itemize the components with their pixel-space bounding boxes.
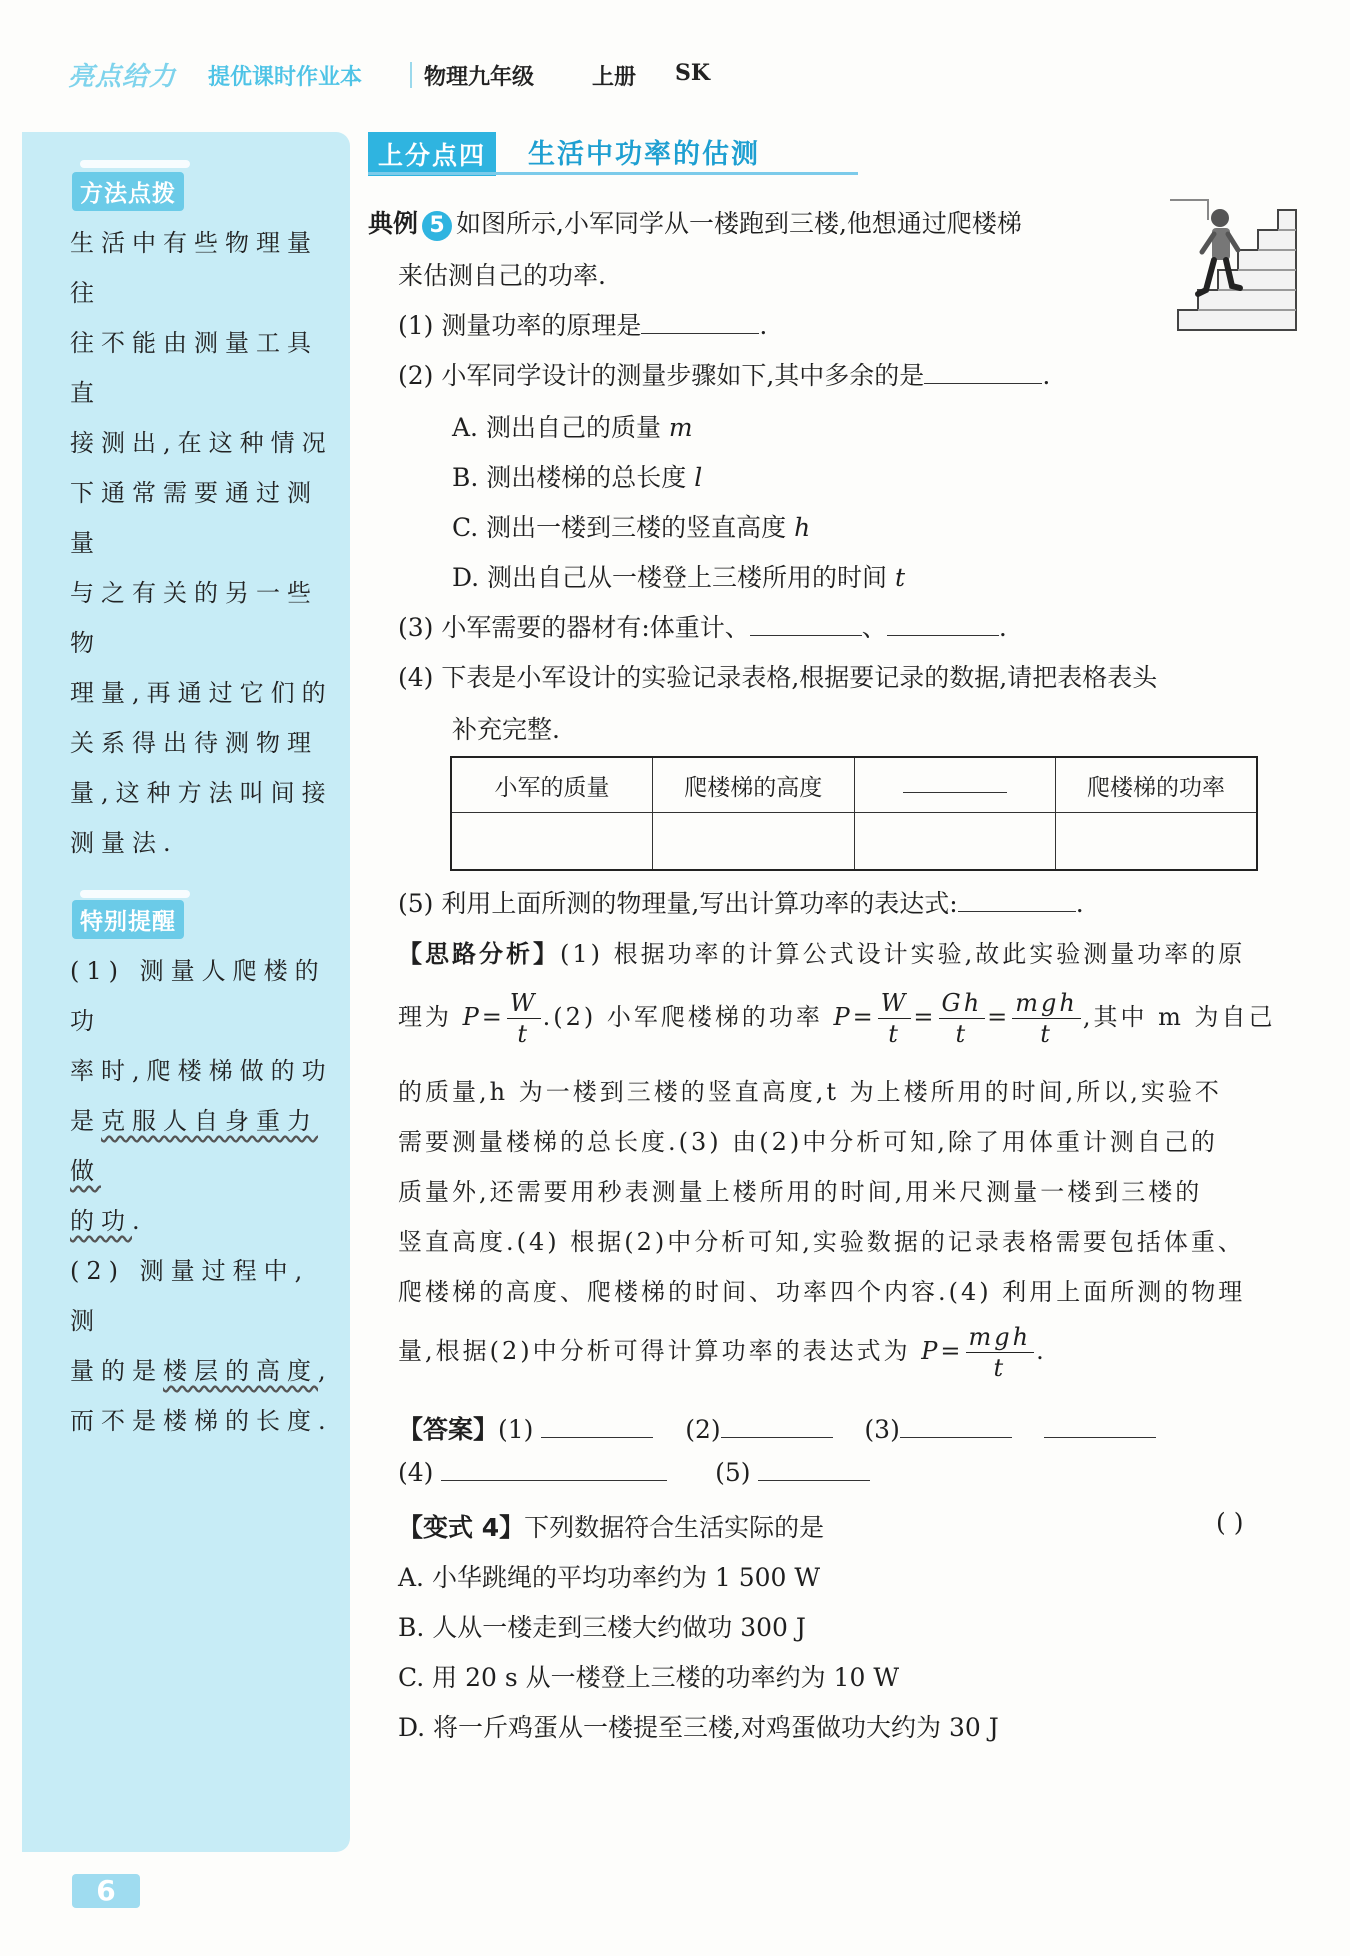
answer-blank[interactable] [924, 361, 1042, 384]
table-header-row [451, 757, 1257, 813]
method-line: 测量法. [70, 829, 178, 857]
analysis-line-3: 的质量,h 为一楼到三楼的竖直高度,t 为上楼所用的时间,所以,实验不 [398, 1078, 1222, 1106]
fraction-gh-t: $\frac{Gh}{t}$ [939, 988, 986, 1049]
header-divider [410, 62, 412, 88]
variant-option-a: A. 小华跳绳的平均功率约为 1 500 W [398, 1563, 821, 1592]
answer-blank[interactable] [900, 1415, 1012, 1438]
method-tag: 方法点拨 [72, 172, 184, 211]
tag-decoration [80, 160, 190, 168]
answer-blank[interactable] [758, 1458, 870, 1481]
remind-line: (2) 测量过程中,测 [70, 1257, 310, 1335]
table-row [451, 813, 1257, 871]
analysis-line-6: 竖直高度.(4) 根据(2)中分析可知,实验数据的记录表格需要包括体重、 [398, 1228, 1245, 1256]
emphasis: 克服人自身重力做 [70, 1107, 318, 1185]
answer-blank[interactable] [958, 889, 1076, 912]
emphasis: 楼层的高度 [163, 1357, 318, 1385]
example-label: 典例 [368, 209, 419, 238]
answer-blank[interactable] [541, 1415, 653, 1438]
option-a: A. 测出自己的质量 m [452, 413, 693, 442]
method-text [70, 218, 340, 868]
method-line: 关系得出待测物理 [70, 729, 318, 757]
fraction-mgh-t: $\frac{\text{mgh}}{t}$ [1012, 988, 1081, 1049]
remind-text [70, 946, 340, 1446]
analysis-line-7: 爬楼梯的高度、爬楼梯的时间、功率四个内容.(4) 利用上面所测的物理 [398, 1278, 1246, 1306]
remind-tag: 特别提醒 [72, 900, 184, 939]
method-line: 生活中有些物理量往 [70, 229, 318, 307]
remind-line: 而不是楼梯的长度. [70, 1407, 333, 1435]
answer-line-1: 【答案】(1) (2) (3) [398, 1410, 1156, 1446]
answer-blank[interactable] [441, 1458, 667, 1481]
question-5: (5) 利用上面所测的物理量,写出计算功率的表达式: . [398, 889, 1084, 918]
tag-decoration [80, 890, 190, 898]
table-cell[interactable] [653, 813, 855, 871]
example-number: 5 [422, 211, 452, 241]
option-c: C. 测出一楼到三楼的竖直高度 h [452, 513, 811, 542]
table-header-cell: 小军的质量 [451, 757, 653, 813]
answer-blank[interactable] [641, 311, 759, 334]
table-cell[interactable] [1056, 813, 1258, 871]
analysis-line-4: 需要测量楼梯的总长度.(3) 由(2)中分析可知,除了用体重计测自己的 [398, 1128, 1218, 1156]
table-header-blank[interactable] [854, 757, 1056, 813]
variant-option-b: B. 人从一楼走到三楼大约做功 300 J [398, 1613, 806, 1642]
example-stem-1: 典例 5 如图所示,小军同学从一楼跑到三楼,他想通过爬楼梯 [368, 204, 1022, 241]
answer-blank[interactable] [1044, 1415, 1156, 1438]
emphasis: 的功 [70, 1207, 132, 1235]
remind-line: 是克服人自身重力做 [70, 1107, 318, 1185]
variant-stem: 【变式 4】下列数据符合生活实际的是 [398, 1513, 825, 1542]
method-line: 理量,再通过它们的 [70, 679, 333, 707]
example-stem-2: 来估测自己的功率. [398, 261, 606, 290]
table-cell[interactable] [854, 813, 1056, 871]
question-2: (2) 小军同学设计的测量步骤如下,其中多余的是 . [398, 361, 1051, 390]
analysis-label: 【思路分析】 [398, 940, 560, 968]
method-line: 往不能由测量工具直 [70, 329, 318, 407]
analysis-line-1: 【思路分析】(1) 根据功率的计算公式设计实验,故此实验测量功率的原 [398, 940, 1246, 968]
analysis-line-8: 量,根据(2)中分析可得计算功率的表达式为 P= $\frac{\text{mgh}}{t}$ . [398, 1323, 1047, 1382]
remind-line: 的功. [70, 1207, 147, 1235]
analysis-line-5: 质量外,还需要用秒表测量上楼所用的时间,用米尺测量一楼到三楼的 [398, 1178, 1203, 1206]
table-header-cell: 爬楼梯的功率 [1056, 757, 1258, 813]
variant-label: 【变式 4】 [398, 1513, 525, 1542]
record-table [450, 756, 1258, 871]
option-d: D. 测出自己从一楼登上三楼所用的时间 t [452, 563, 906, 592]
section-underline [368, 172, 858, 175]
question-3: (3) 小军需要的器材有:体重计、 、 . [398, 613, 1007, 642]
remind-line: 率时,爬楼梯做的功 [70, 1057, 333, 1085]
series-title: 提优课时作业本 [208, 65, 363, 90]
method-line: 接测出,在这种情况 [70, 429, 333, 457]
question-4-line-1: (4) 下表是小军设计的实验记录表格,根据要记录的数据,请把表格表头 [398, 663, 1158, 692]
header-volume: 上册 [592, 64, 637, 90]
fraction-w-t: $\frac{W}{t}$ [878, 988, 912, 1049]
remind-line: 量的是楼层的高度, [70, 1357, 333, 1385]
fraction-mgh-t: $\frac{\text{mgh}}{t}$ [966, 1322, 1035, 1383]
section-badge: 上分点四 [368, 132, 496, 176]
fraction-w-t: $\frac{W}{t}$ [507, 988, 541, 1049]
answer-blank[interactable] [750, 613, 862, 636]
analysis-line-2: 理为 P= $\frac{W}{t}$ .(2) 小军爬楼梯的功率 P= $\frac{W}{t}$ = $\frac{Gh}{t}$ = $\frac{\text{mgh}}{t}$ ,其中 m 为自己 [398, 989, 1276, 1048]
method-line: 与之有关的另一些物 [70, 579, 318, 657]
answer-line-2: (4) (5) [398, 1458, 870, 1487]
stairs-illustration [1168, 190, 1304, 340]
page-number: 6 [72, 1874, 140, 1908]
answer-blank[interactable] [887, 613, 999, 636]
header-edition: SK [675, 60, 711, 86]
method-line: 量,这种方法叫间接 [70, 779, 333, 807]
answer-paren[interactable]: ( ) [1216, 1508, 1244, 1537]
table-cell[interactable] [451, 813, 653, 871]
table-header-cell: 爬楼梯的高度 [653, 757, 855, 813]
option-b: B. 测出楼梯的总长度 l [452, 463, 703, 492]
variant-option-d: D. 将一斤鸡蛋从一楼提至三楼,对鸡蛋做功大约为 30 J [398, 1713, 999, 1742]
answer-blank[interactable] [721, 1415, 833, 1438]
variant-option-c: C. 用 20 s 从一楼登上三楼的功率约为 10 W [398, 1663, 900, 1692]
answer-label: 【答案】 [398, 1415, 499, 1444]
question-4-line-2: 补充完整. [452, 715, 560, 744]
section-title: 生活中功率的估测 [528, 139, 760, 170]
remind-line: (1) 测量人爬楼的功 [70, 957, 326, 1035]
question-1: (1) 测量功率的原理是 . [398, 311, 768, 340]
brand-logo: 亮点给力 [68, 62, 177, 92]
header-grade: 物理九年级 [424, 64, 535, 90]
method-line: 下通常需要通过测量 [70, 479, 318, 557]
